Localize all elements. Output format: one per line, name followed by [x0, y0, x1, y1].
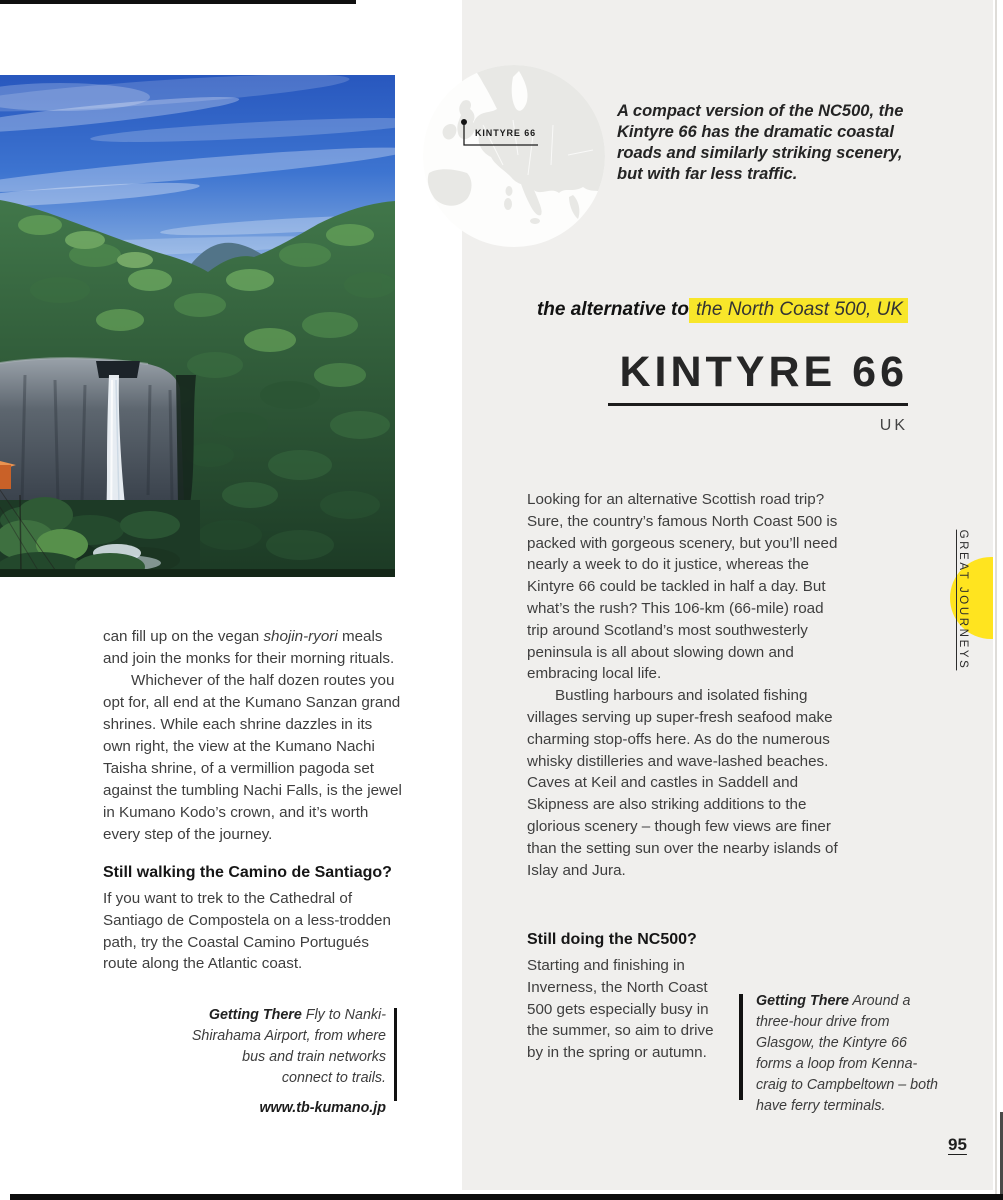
page-number: 95 [948, 1135, 967, 1154]
scan-top-bar [0, 0, 356, 4]
right-sidebar-rule [739, 994, 743, 1100]
left-getting-there [190, 1005, 386, 1119]
left-getting-there-text: Fly to Nanki-Shirahama Airport, from where bus and train networks connect to trails. [191, 1007, 386, 1086]
right-paragraph-1: Looking for an alternative Scottish road trip? Sure, the country’s famous North Coast 500 is packed with gorgeous scenery, but you’ll need nearly a week to do it justice, whereas the Kintyre 66 could be tackled in half a day. But what’s the rush? This 106-km (66-mile) road trip around Scotland’s most southwesterly peninsula is all about slowing down and embracing local life. [527, 491, 838, 683]
article-title-block [608, 348, 908, 435]
intro-blurb: A compact version of the NC500, the Kintyre 66 has the dramatic coastal roads and similarly striking scenery, but with far less traffic. [617, 102, 904, 183]
article-title: KINTYRE 66 [608, 348, 908, 406]
scan-bottom-bar [10, 1194, 1003, 1200]
left-paragraph-1-tail: meals and join the monks for their morning rituals. [103, 628, 395, 667]
kicker-bold-text: the alternative to [536, 299, 689, 320]
left-getting-there-label: Getting There [208, 1007, 302, 1023]
page-edge-line [995, 0, 997, 1194]
right-getting-there-text: Around a three-hour drive from Glasgow, the Kintyre 66 forms a loop from Kenna-craig to Campbeltown – both have ferry terminals. [756, 993, 938, 1114]
left-paragraph-1-italic: shojin-ryori [263, 628, 338, 645]
chapter-edge-label: GREAT JOURNEYS [957, 529, 969, 671]
left-section-heading: Still walking the Camino de Santiago? [103, 864, 392, 881]
map-pin-label: KINTYRE 66 [475, 128, 537, 138]
kicker-line [400, 299, 908, 321]
waterfall-photo [0, 75, 395, 577]
left-paragraph-1 [103, 626, 403, 670]
left-getting-there-url: www.tb-kumano.jp [259, 1100, 386, 1116]
article-country: UK [879, 417, 908, 434]
locator-map [423, 65, 605, 247]
kicker-highlighted-text: the North Coast 500, UK [689, 298, 908, 323]
right-section-heading: Still doing the NC500? [527, 931, 697, 948]
right-getting-there-label: Getting There [756, 993, 849, 1009]
left-section-body: If you want to trek to the Cathedral of Santiago de Compostela on a less-trodden path, try the Coastal Camino Portugués route along the Atlantic coast. [103, 890, 391, 973]
right-paragraph-2: Bustling harbours and isolated fishing villages serving up super-fresh seafood make charming stop-offs here. As do the numerous whisky distilleries and wave-lashed beaches. Caves at Keil and castles in Saddell and Skipness are also striking additions to the glorious scenery – though few views are finer than the setting sun over the nearby islands of Islay and Jura. [527, 687, 838, 879]
right-body-text [527, 489, 845, 881]
right-getting-there [756, 991, 938, 1117]
left-sidebar-rule [394, 1008, 397, 1101]
left-paragraph-1-text: can fill up on the vegan [103, 628, 264, 645]
right-section-body: Starting and finishing in Inverness, the North Coast 500 gets especially busy in the summer, so aim to drive by in the spring or autumn. [527, 957, 714, 1062]
left-body-text [103, 626, 403, 846]
left-paragraph-2: Whichever of the half dozen routes you opt for, all end at the Kumano Sanzan grand shrines. While each shrine dazzles in its own right, the view at the Kumano Nachi Taisha shrine, of a vermillion pagoda set against the tumbling Nachi Falls, is the jewel in Kumano Kodo’s crown, and it’s worth every step of the journey. [103, 672, 402, 843]
